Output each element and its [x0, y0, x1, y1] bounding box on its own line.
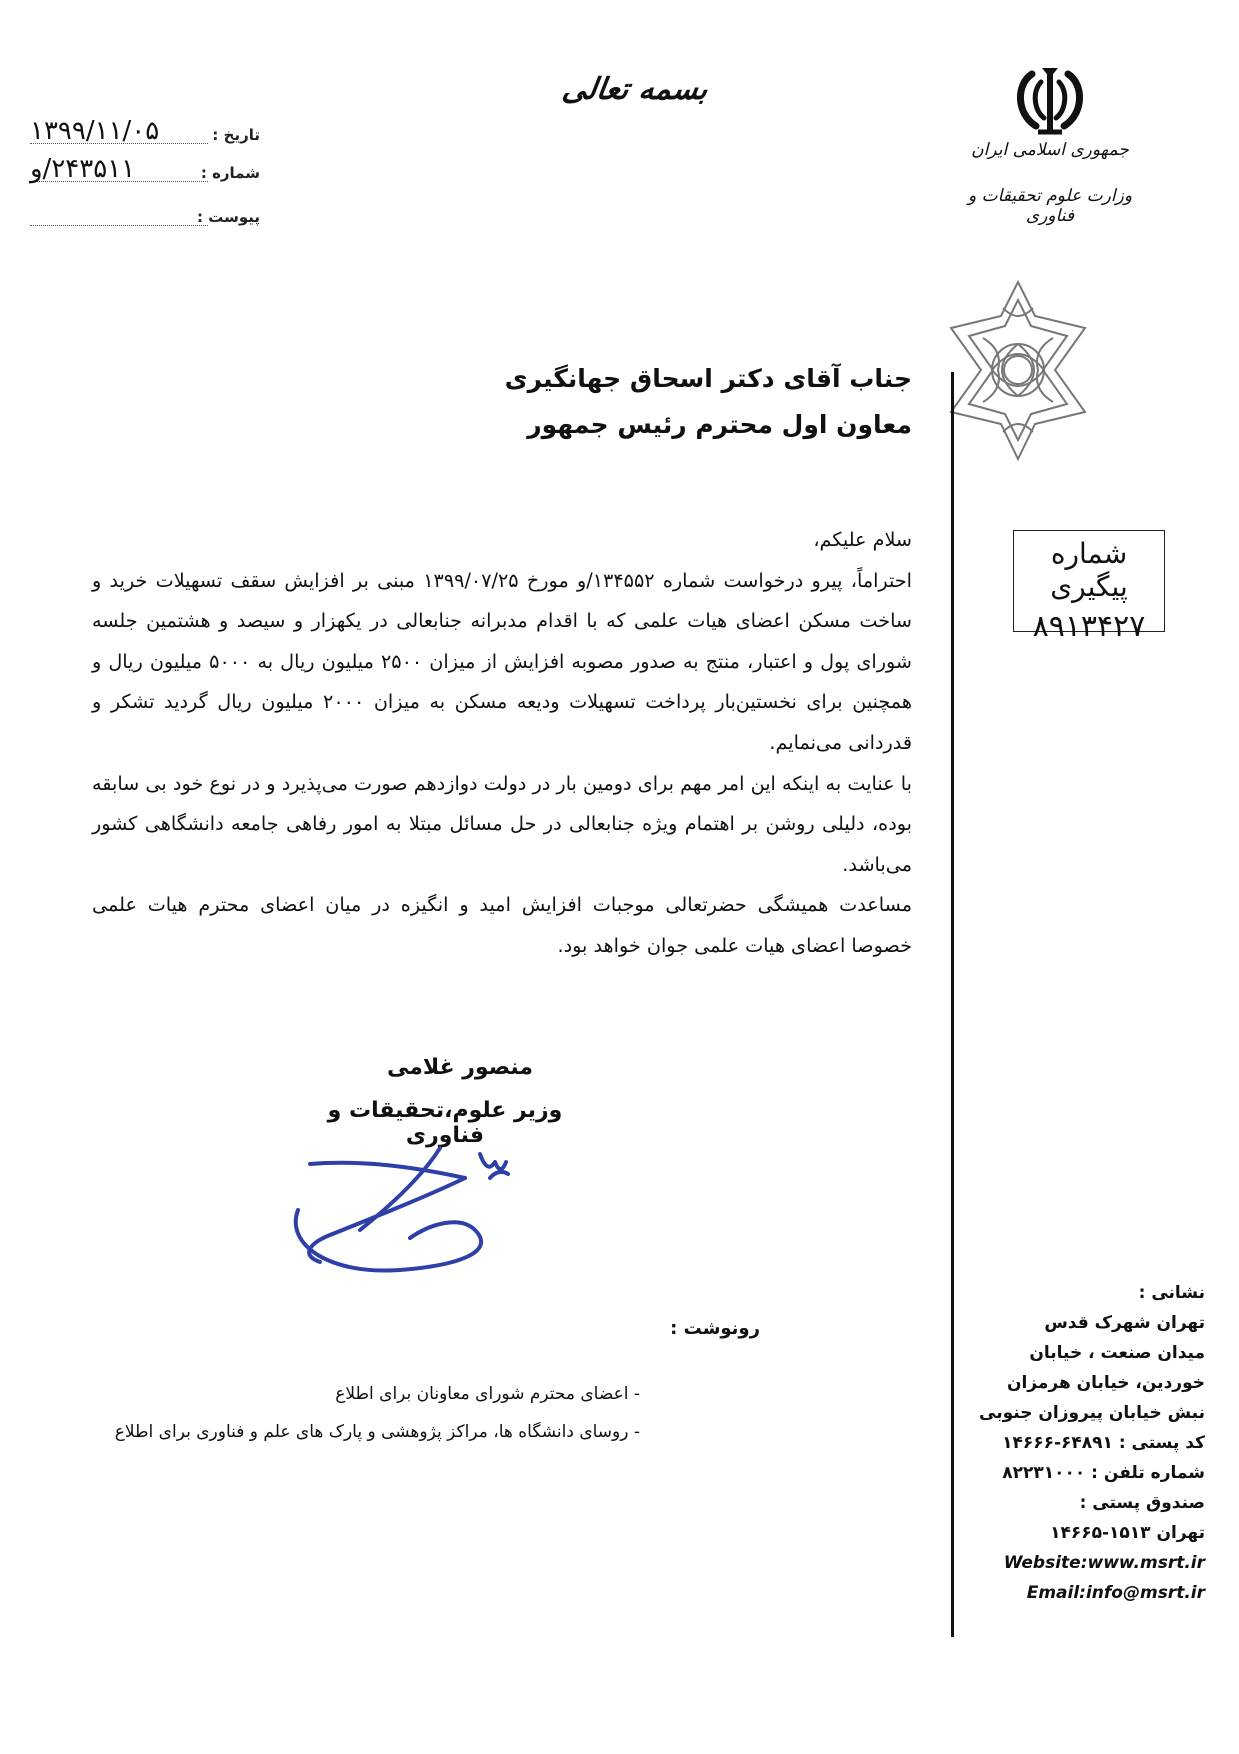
tracking-number-box — [1013, 530, 1165, 644]
attachment-dotted-line — [30, 225, 208, 226]
number-label: شماره : — [200, 164, 260, 182]
date-row — [30, 114, 260, 148]
po-box-label: صندوق پستی : — [1079, 1493, 1205, 1513]
signer-name: منصور غلامی — [386, 1055, 533, 1080]
recipient-title: معاون اول محترم رئیس جمهور — [527, 410, 912, 439]
bismillah-heading: بسمه تعالی — [559, 72, 711, 107]
address-line-2: میدان صنعت ، خیابان — [1029, 1343, 1205, 1363]
email-link[interactable]: Email:info@msrt.ir — [1026, 1583, 1205, 1603]
attachment-label: پیوست : — [196, 208, 260, 226]
vertical-divider — [951, 372, 954, 1637]
tracking-label: شماره پیگیری — [1050, 537, 1128, 603]
cc-item-2: - روسای دانشگاه ها، مراکز پژوهشی و پارک های علم و فناوری برای اطلاع — [114, 1422, 640, 1442]
number-row — [30, 152, 260, 186]
address-block — [960, 1278, 1205, 1608]
date-label: تاریخ : — [212, 126, 260, 144]
address-line-3: خوردین، خیابان هرمزان — [1006, 1373, 1205, 1393]
postal-code: کد پستی : ۶۴۸۹۱-۱۴۶۶۶ — [1002, 1433, 1205, 1453]
phone-number: شماره تلفن : ۸۲۲۳۱۰۰۰ — [1002, 1463, 1205, 1483]
date-value: ۱۳۹۹/۱۱/۰۵ — [30, 116, 160, 146]
website-link[interactable]: Website:www.msrt.ir — [1003, 1553, 1205, 1573]
body-paragraph-1: احتراماً، پیرو درخواست شماره ۱۳۴۵۵۲/و مورخ ۱۳۹۹/۰۷/۲۵ مبنی بر افزایش سقف تسهیلات خرید و ساخت مسکن اعضای هیات علمی که با اقدام مدبرانه جنابعالی در یکهزار و سیصد و هشتمین جلسه شورای پول و اعتبار، منتج به صدور مصوبه افزایش از میزان ۲۵۰۰ میلیون ریال به ۵۰۰۰ میلیون ریال و همچنین برای نخستین‌بار پرداخت تسهیلات ودیعه مسکن به میزان ۲۰۰۰ میلیون ریال گردید تشکر و قدردانی می‌نمایم. — [92, 568, 912, 754]
po-box-value: تهران ۱۵۱۳-۱۴۶۶۵ — [1050, 1523, 1205, 1543]
letter-body — [92, 520, 912, 967]
attachment-row — [30, 196, 260, 230]
body-paragraph-2: با عنایت به اینکه این امر مهم برای دومین بار در دولت دوازدهم صورت می‌پذیرد و در نوع خود بی سابقه بوده، دلیلی روشن بر اهتمام ویژه جنابعالی در حل مسائل مبتلا به امور رفاهی جامعه دانشگاهی کشور می‌باشد. — [92, 771, 912, 876]
ministry-title: وزارت علوم تحقیقات و فناوری — [967, 186, 1133, 226]
number-value: ۲۴۳۵۱۱/و — [30, 154, 136, 184]
ornament-icon — [943, 278, 1093, 463]
cc-label: رونوشت : — [670, 1318, 760, 1339]
greeting: سلام علیکم، — [813, 528, 912, 551]
address-label: نشانی : — [1138, 1283, 1205, 1303]
address-line-4: نبش خیابان پیروزان جنوبی — [979, 1403, 1205, 1423]
tracking-value: ۸۹۱۳۴۲۷ — [1032, 609, 1146, 644]
recipient-name: جناب آقای دکتر اسحاق جهانگیری — [504, 364, 912, 393]
address-line-1: تهران شهرک قدس — [1044, 1313, 1205, 1333]
iran-emblem-icon — [1010, 62, 1090, 140]
signer-title: وزیر علوم،تحقیقات و فناوری — [327, 1098, 563, 1148]
republic-title: جمهوری اسلامی ایران — [971, 140, 1129, 160]
cc-item-1: - اعضای محترم شورای معاونان برای اطلاع — [335, 1384, 640, 1404]
body-paragraph-3: مساعدت همیشگی حضرتعالی موجبات افزایش امید و انگیزه در میان اعضای محترم هیات علمی خصوصا اعضای هیات علمی جوان خواهد بود. — [92, 893, 912, 957]
handwritten-signature — [290, 1140, 530, 1280]
